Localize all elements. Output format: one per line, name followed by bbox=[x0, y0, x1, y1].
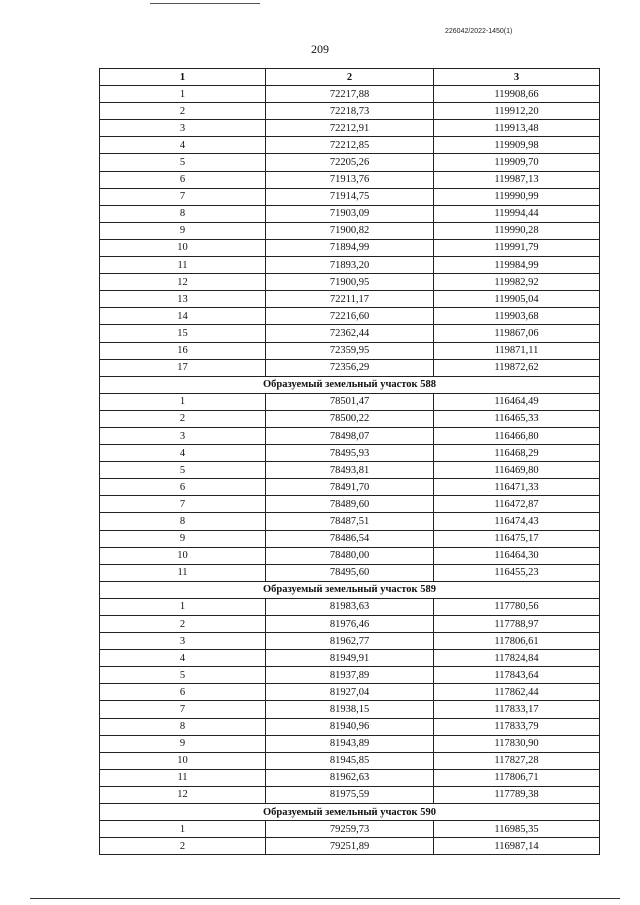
point-number-cell: 2 bbox=[100, 103, 266, 120]
point-number-cell: 3 bbox=[100, 120, 266, 137]
x-coordinate-cell: 81945,85 bbox=[266, 752, 434, 769]
document-id: 226042/2022-1450(1) bbox=[445, 28, 513, 35]
x-coordinate-cell: 72216,60 bbox=[266, 308, 434, 325]
table-row bbox=[100, 701, 600, 718]
y-coordinate-cell: 117788,97 bbox=[434, 616, 600, 633]
y-coordinate-cell: 119903,68 bbox=[434, 308, 600, 325]
table-row bbox=[100, 667, 600, 684]
y-coordinate-cell: 117843,64 bbox=[434, 667, 600, 684]
point-number-cell: 11 bbox=[100, 564, 266, 581]
y-coordinate-cell: 119872,62 bbox=[434, 359, 600, 376]
y-coordinate-cell: 116468,29 bbox=[434, 445, 600, 462]
table-row bbox=[100, 393, 600, 410]
table-header-row bbox=[100, 69, 600, 86]
point-number-cell: 6 bbox=[100, 684, 266, 701]
x-coordinate-cell: 81938,15 bbox=[266, 701, 434, 718]
x-coordinate-cell: 81937,89 bbox=[266, 667, 434, 684]
table-row bbox=[100, 120, 600, 137]
table-row bbox=[100, 650, 600, 667]
x-coordinate-cell: 81940,96 bbox=[266, 718, 434, 735]
y-coordinate-cell: 117830,90 bbox=[434, 735, 600, 752]
table-row bbox=[100, 154, 600, 171]
y-coordinate-cell: 116464,30 bbox=[434, 547, 600, 564]
point-number-cell: 3 bbox=[100, 633, 266, 650]
column-header: 1 bbox=[100, 69, 266, 86]
point-number-cell: 6 bbox=[100, 479, 266, 496]
point-number-cell: 13 bbox=[100, 291, 266, 308]
point-number-cell: 4 bbox=[100, 137, 266, 154]
section-title: Образуемый земельный участок 589 bbox=[100, 581, 600, 598]
point-number-cell: 7 bbox=[100, 188, 266, 205]
point-number-cell: 10 bbox=[100, 239, 266, 256]
table-row bbox=[100, 513, 600, 530]
y-coordinate-cell: 117833,79 bbox=[434, 718, 600, 735]
y-coordinate-cell: 119990,28 bbox=[434, 222, 600, 239]
y-coordinate-cell: 119871,11 bbox=[434, 342, 600, 359]
point-number-cell: 10 bbox=[100, 547, 266, 564]
section-header-row bbox=[100, 581, 600, 598]
x-coordinate-cell: 72356,29 bbox=[266, 359, 434, 376]
y-coordinate-cell: 116469,80 bbox=[434, 462, 600, 479]
point-number-cell: 1 bbox=[100, 821, 266, 838]
y-coordinate-cell: 116472,87 bbox=[434, 496, 600, 513]
y-coordinate-cell: 116471,33 bbox=[434, 479, 600, 496]
table-row bbox=[100, 445, 600, 462]
point-number-cell: 17 bbox=[100, 359, 266, 376]
x-coordinate-cell: 78501,47 bbox=[266, 393, 434, 410]
point-number-cell: 3 bbox=[100, 427, 266, 444]
x-coordinate-cell: 72217,88 bbox=[266, 86, 434, 103]
x-coordinate-cell: 79259,73 bbox=[266, 821, 434, 838]
table-row bbox=[100, 718, 600, 735]
y-coordinate-cell: 119912,20 bbox=[434, 103, 600, 120]
table-row bbox=[100, 547, 600, 564]
table-row bbox=[100, 274, 600, 291]
x-coordinate-cell: 79251,89 bbox=[266, 838, 434, 855]
x-coordinate-cell: 81949,91 bbox=[266, 650, 434, 667]
y-coordinate-cell: 116474,43 bbox=[434, 513, 600, 530]
x-coordinate-cell: 81976,46 bbox=[266, 616, 434, 633]
y-coordinate-cell: 116455,23 bbox=[434, 564, 600, 581]
point-number-cell: 9 bbox=[100, 530, 266, 547]
y-coordinate-cell: 117806,61 bbox=[434, 633, 600, 650]
y-coordinate-cell: 119867,06 bbox=[434, 325, 600, 342]
x-coordinate-cell: 71900,82 bbox=[266, 222, 434, 239]
point-number-cell: 5 bbox=[100, 154, 266, 171]
section-title: Образуемый земельный участок 588 bbox=[100, 376, 600, 393]
x-coordinate-cell: 81927,04 bbox=[266, 684, 434, 701]
table-row bbox=[100, 684, 600, 701]
point-number-cell: 7 bbox=[100, 701, 266, 718]
table-row bbox=[100, 479, 600, 496]
table-row bbox=[100, 752, 600, 769]
y-coordinate-cell: 116465,33 bbox=[434, 410, 600, 427]
y-coordinate-cell: 117806,71 bbox=[434, 769, 600, 786]
table-row bbox=[100, 342, 600, 359]
x-coordinate-cell: 72212,91 bbox=[266, 120, 434, 137]
point-number-cell: 15 bbox=[100, 325, 266, 342]
x-coordinate-cell: 71914,75 bbox=[266, 188, 434, 205]
y-coordinate-cell: 119991,79 bbox=[434, 239, 600, 256]
point-number-cell: 2 bbox=[100, 838, 266, 855]
point-number-cell: 8 bbox=[100, 718, 266, 735]
x-coordinate-cell: 81962,63 bbox=[266, 769, 434, 786]
x-coordinate-cell: 78489,60 bbox=[266, 496, 434, 513]
x-coordinate-cell: 72211,17 bbox=[266, 291, 434, 308]
x-coordinate-cell: 78495,93 bbox=[266, 445, 434, 462]
table-row bbox=[100, 308, 600, 325]
y-coordinate-cell: 119909,98 bbox=[434, 137, 600, 154]
point-number-cell: 2 bbox=[100, 616, 266, 633]
y-coordinate-cell: 119982,92 bbox=[434, 274, 600, 291]
y-coordinate-cell: 119994,44 bbox=[434, 205, 600, 222]
bottom-rule bbox=[30, 898, 620, 899]
x-coordinate-cell: 72359,95 bbox=[266, 342, 434, 359]
point-number-cell: 1 bbox=[100, 598, 266, 615]
x-coordinate-cell: 72212,85 bbox=[266, 137, 434, 154]
point-number-cell: 12 bbox=[100, 786, 266, 803]
point-number-cell: 16 bbox=[100, 342, 266, 359]
x-coordinate-cell: 78493,81 bbox=[266, 462, 434, 479]
table-row bbox=[100, 359, 600, 376]
point-number-cell: 5 bbox=[100, 462, 266, 479]
section-header-row bbox=[100, 376, 600, 393]
x-coordinate-cell: 78486,54 bbox=[266, 530, 434, 547]
y-coordinate-cell: 119990,99 bbox=[434, 188, 600, 205]
table-row bbox=[100, 530, 600, 547]
table-row bbox=[100, 633, 600, 650]
y-coordinate-cell: 117824,84 bbox=[434, 650, 600, 667]
section-header-row bbox=[100, 804, 600, 821]
point-number-cell: 9 bbox=[100, 222, 266, 239]
x-coordinate-cell: 71903,09 bbox=[266, 205, 434, 222]
x-coordinate-cell: 72218,73 bbox=[266, 103, 434, 120]
table-row bbox=[100, 616, 600, 633]
table-row bbox=[100, 291, 600, 308]
table-row bbox=[100, 205, 600, 222]
coordinates-table bbox=[99, 68, 600, 855]
table-row bbox=[100, 427, 600, 444]
table-row bbox=[100, 257, 600, 274]
point-number-cell: 5 bbox=[100, 667, 266, 684]
point-number-cell: 1 bbox=[100, 393, 266, 410]
x-coordinate-cell: 78491,70 bbox=[266, 479, 434, 496]
point-number-cell: 4 bbox=[100, 650, 266, 667]
y-coordinate-cell: 116475,17 bbox=[434, 530, 600, 547]
point-number-cell: 8 bbox=[100, 513, 266, 530]
y-coordinate-cell: 117789,38 bbox=[434, 786, 600, 803]
table-row bbox=[100, 462, 600, 479]
point-number-cell: 1 bbox=[100, 86, 266, 103]
table-row bbox=[100, 564, 600, 581]
point-number-cell: 7 bbox=[100, 496, 266, 513]
point-number-cell: 11 bbox=[100, 769, 266, 786]
point-number-cell: 4 bbox=[100, 445, 266, 462]
x-coordinate-cell: 81943,89 bbox=[266, 735, 434, 752]
point-number-cell: 6 bbox=[100, 171, 266, 188]
point-number-cell: 11 bbox=[100, 257, 266, 274]
x-coordinate-cell: 71893,20 bbox=[266, 257, 434, 274]
x-coordinate-cell: 71900,95 bbox=[266, 274, 434, 291]
x-coordinate-cell: 72362,44 bbox=[266, 325, 434, 342]
table-row bbox=[100, 410, 600, 427]
y-coordinate-cell: 119905,04 bbox=[434, 291, 600, 308]
point-number-cell: 8 bbox=[100, 205, 266, 222]
x-coordinate-cell: 81983,63 bbox=[266, 598, 434, 615]
table-row bbox=[100, 769, 600, 786]
table-row bbox=[100, 171, 600, 188]
y-coordinate-cell: 117833,17 bbox=[434, 701, 600, 718]
point-number-cell: 10 bbox=[100, 752, 266, 769]
x-coordinate-cell: 78480,00 bbox=[266, 547, 434, 564]
table-row bbox=[100, 735, 600, 752]
y-coordinate-cell: 117862,44 bbox=[434, 684, 600, 701]
column-header: 3 bbox=[434, 69, 600, 86]
y-coordinate-cell: 119908,66 bbox=[434, 86, 600, 103]
table-row bbox=[100, 838, 600, 855]
x-coordinate-cell: 72205,26 bbox=[266, 154, 434, 171]
x-coordinate-cell: 81962,77 bbox=[266, 633, 434, 650]
table-row bbox=[100, 188, 600, 205]
table-row bbox=[100, 786, 600, 803]
table-row bbox=[100, 222, 600, 239]
section-title: Образуемый земельный участок 590 bbox=[100, 804, 600, 821]
y-coordinate-cell: 119909,70 bbox=[434, 154, 600, 171]
x-coordinate-cell: 81975,59 bbox=[266, 786, 434, 803]
y-coordinate-cell: 116466,80 bbox=[434, 427, 600, 444]
top-rule bbox=[150, 3, 260, 4]
y-coordinate-cell: 117827,28 bbox=[434, 752, 600, 769]
point-number-cell: 14 bbox=[100, 308, 266, 325]
x-coordinate-cell: 78487,51 bbox=[266, 513, 434, 530]
point-number-cell: 9 bbox=[100, 735, 266, 752]
table-row bbox=[100, 239, 600, 256]
table-row bbox=[100, 86, 600, 103]
table-body bbox=[100, 86, 600, 855]
y-coordinate-cell: 116464,49 bbox=[434, 393, 600, 410]
x-coordinate-cell: 78495,60 bbox=[266, 564, 434, 581]
table-row bbox=[100, 103, 600, 120]
point-number-cell: 2 bbox=[100, 410, 266, 427]
table-row bbox=[100, 137, 600, 154]
y-coordinate-cell: 116985,35 bbox=[434, 821, 600, 838]
column-header: 2 bbox=[266, 69, 434, 86]
x-coordinate-cell: 71894,99 bbox=[266, 239, 434, 256]
table-row bbox=[100, 821, 600, 838]
page-number: 209 bbox=[311, 42, 329, 56]
x-coordinate-cell: 71913,76 bbox=[266, 171, 434, 188]
table-row bbox=[100, 325, 600, 342]
point-number-cell: 12 bbox=[100, 274, 266, 291]
table-row bbox=[100, 598, 600, 615]
table-row bbox=[100, 496, 600, 513]
y-coordinate-cell: 116987,14 bbox=[434, 838, 600, 855]
y-coordinate-cell: 119913,48 bbox=[434, 120, 600, 137]
y-coordinate-cell: 117780,56 bbox=[434, 598, 600, 615]
x-coordinate-cell: 78500,22 bbox=[266, 410, 434, 427]
y-coordinate-cell: 119987,13 bbox=[434, 171, 600, 188]
y-coordinate-cell: 119984,99 bbox=[434, 257, 600, 274]
x-coordinate-cell: 78498,07 bbox=[266, 427, 434, 444]
